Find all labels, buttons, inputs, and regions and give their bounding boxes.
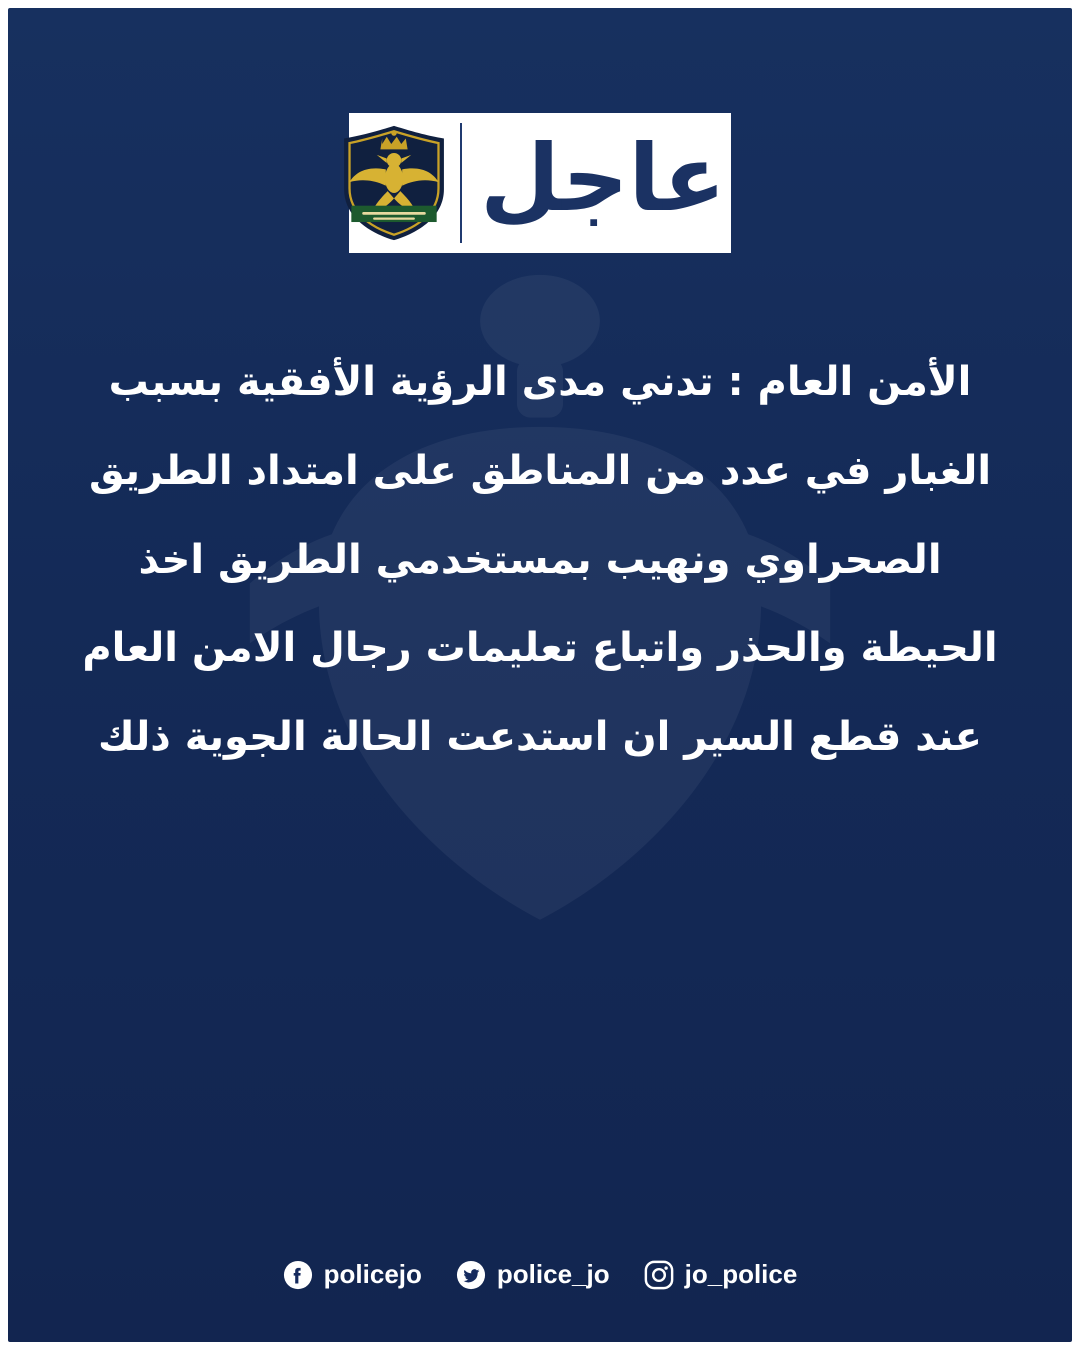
social-link-twitter[interactable] xyxy=(456,1259,610,1290)
instagram-handle: jo_police xyxy=(684,1259,798,1289)
badge-divider xyxy=(460,123,462,243)
social-links-bar xyxy=(8,1259,1072,1290)
facebook-handle: policejo xyxy=(323,1259,422,1289)
urgent-header-badge xyxy=(349,113,731,253)
twitter-icon xyxy=(456,1260,486,1290)
poster-canvas xyxy=(8,8,1072,1342)
social-link-instagram[interactable] xyxy=(644,1259,798,1290)
social-link-facebook[interactable] xyxy=(283,1259,422,1290)
instagram-icon xyxy=(644,1260,674,1290)
crest-icon xyxy=(328,117,460,249)
announcement-text: الأمن العام : تدني مدى الرؤية الأفقية بسبب الغبار في عدد من المناطق على امتداد الطريق الصحراوي ونهيب بمستخدمي الطريق اخذ الحيطة والحذر واتباع تعليمات رجال الامن العام عند قطع السير ان استدعت الحالة الجوية ذلك xyxy=(82,359,998,761)
facebook-icon xyxy=(283,1260,313,1290)
urgent-label: عاجل xyxy=(480,125,726,232)
twitter-handle: police_jo xyxy=(496,1259,610,1289)
